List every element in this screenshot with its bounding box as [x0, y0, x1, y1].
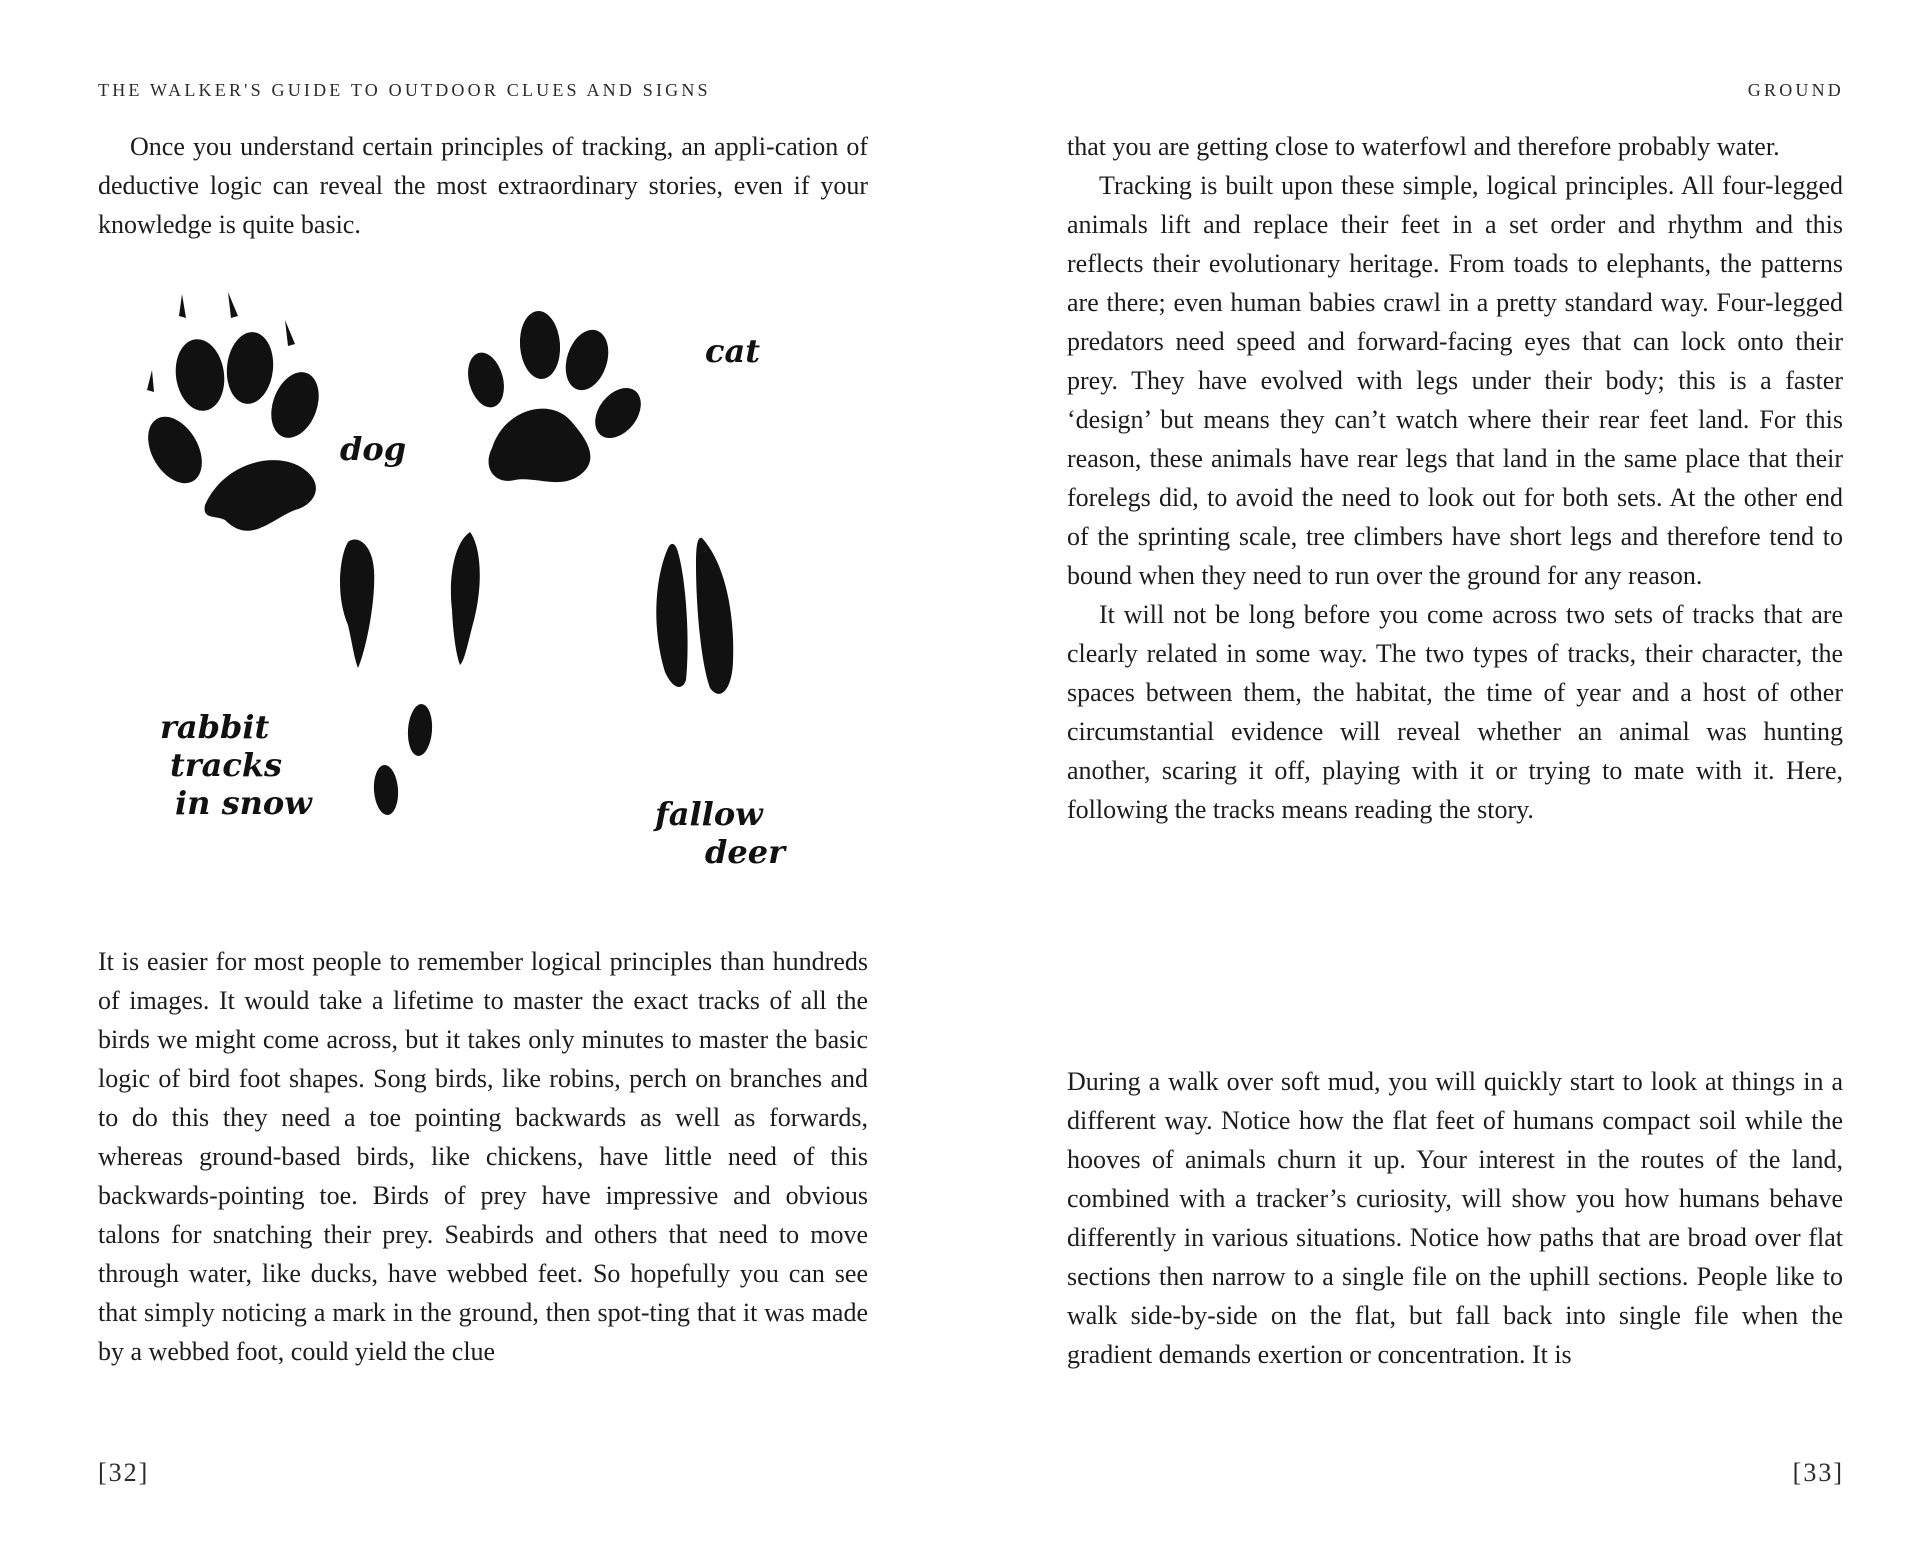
left-page — [0, 0, 963, 1560]
rabbit-hind-foot-right — [451, 532, 480, 665]
rabbit-hind-foot-left — [340, 539, 374, 668]
label-rabbit-line-2: tracks — [170, 746, 283, 784]
label-deer-line-1: fallow — [655, 795, 763, 833]
label-dog: dog — [340, 430, 407, 468]
paragraph-bird-logic: It is easier for most people to remember logical principles than hundreds of images. It would take a lifetime to master the exact tracks of all the birds we might come across, but it takes only minutes to master the basic logic of bird foot shapes. Song birds, like robins, perch on branches and to do this they need a toe pointing backwards as well as forwards, whereas ground-based birds, like chickens, have little need of this backwards-pointing toe. Birds of prey have impressive and obvious talons for snatching their prey. Seabirds and others that need to move through water, like ducks, have webbed feet. So hopefully you can see that simply noticing a mark in the ground, then spot-ting that it was made by a webbed foot, could yield the clue — [98, 947, 868, 1366]
page-number-right: [33] — [1792, 1458, 1844, 1487]
left-bottom-text — [98, 942, 868, 1371]
page-number-left: [32] — [98, 1458, 150, 1487]
running-head-left: THE WALKER'S GUIDE TO OUTDOOR CLUES AND SIGNS — [98, 80, 711, 100]
dog-pad — [205, 460, 316, 531]
paragraph-two-sets: It will not be long before you come across two sets of tracks that are clearly related in some way. The two types of tracks, their character, the spaces between them, the habitat, the time of year and a host of other circumstantial evidence will reveal whether an animal was hunting another, scaring it off, playing with it or trying to mate with it. Here, following the tracks means reading the story. — [1067, 600, 1843, 824]
paragraph-tracking-principles: Tracking is built upon these simple, logical principles. All four-legged animals lift and replace their feet in a set order and rhythm and this reflects their evolutionary heritage. From toads to elephants, the patterns are there; even human babies crawl in a pretty standard way. Four-legged predators need speed and forward-facing eyes that can lock onto their prey. They have evolved with legs under their body; this is a faster ‘design’ but means they can’t watch where their rear feet land. For this reason, these animals have rear legs that land in the same place that their forelegs did, to avoid the need to look out for both sets. At the other end of the sprinting scale, tree climbers have short legs and therefore tend to bound when they need to run over the ground for any reason. — [1067, 171, 1843, 590]
deer-hoof-left — [656, 544, 687, 687]
dog-paw-print — [137, 292, 327, 531]
dog-toe-2 — [223, 330, 276, 406]
label-deer-line-2: deer — [705, 833, 785, 871]
rabbit-fore-foot-2 — [372, 764, 399, 816]
deer-hoof-right — [696, 538, 733, 694]
rabbit-tracks — [340, 532, 480, 816]
cat-toe-3 — [558, 324, 615, 395]
dog-claw-4 — [147, 370, 154, 392]
label-rabbit-line-1: rabbit — [160, 708, 270, 746]
dog-claw-3 — [285, 320, 295, 346]
label-rabbit-line-3: in snow — [175, 784, 312, 822]
cat-toe-1 — [518, 310, 563, 381]
dog-toe-3 — [263, 366, 328, 445]
cat-toe-4 — [586, 379, 650, 447]
dog-toe-1 — [171, 336, 229, 414]
animal-tracks-illustration — [130, 280, 830, 900]
right-page — [963, 0, 1927, 1560]
right-bottom-text — [1067, 1062, 1843, 1374]
dog-claw-1 — [179, 294, 186, 318]
dog-claw-2 — [228, 292, 238, 318]
paragraph-intro: Once you understand certain principles of tracking, an appli-cation of deductive logic can reveal the most extraordinary stories, even if your knowledge is quite basic. — [98, 132, 868, 239]
paragraph-continued: that you are getting close to waterfowl and therefore probably water. — [1067, 132, 1780, 161]
cat-paw-print — [462, 310, 650, 482]
running-head-right: GROUND — [1747, 80, 1844, 100]
cat-toe-2 — [462, 349, 509, 412]
rabbit-fore-foot-1 — [406, 703, 434, 757]
label-cat: cat — [705, 332, 760, 370]
dog-toe-4 — [137, 407, 213, 492]
deer-hoof-print — [656, 538, 733, 694]
paragraph-soft-mud: During a walk over soft mud, you will quickly start to look at things in a different way. Notice how the flat feet of humans compact soil while the hooves of animals churn it up. Your interest in the routes of the land, combined with a tracker’s curiosity, will show you how humans behave differently in various situations. Notice how paths that are broad over flat sections then narrow to a single file on the uphill sections. People like to walk side-by-side on the flat, but fall back into single file when the gradient demands exertion or concentration. It is — [1067, 1067, 1843, 1369]
left-top-text — [98, 127, 868, 244]
cat-pad — [489, 409, 591, 483]
right-top-text — [1067, 127, 1843, 829]
